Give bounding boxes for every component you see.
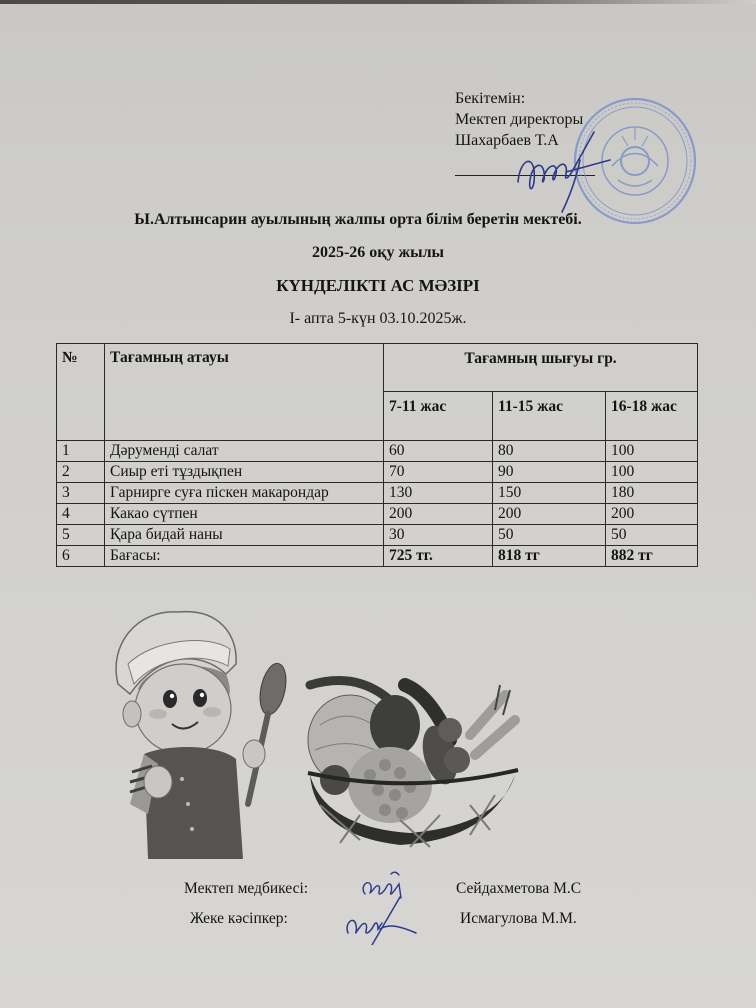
director-position: Мектеп директоры — [455, 111, 584, 128]
yield-11-15: 50 — [493, 525, 606, 546]
yield-16-18: 100 — [606, 441, 698, 462]
dish-name: Дәруменді салат — [105, 441, 384, 462]
entrepreneur-signature — [340, 893, 420, 945]
dish-name: Сиыр еті тұздықпен — [105, 462, 384, 483]
header-number: № — [57, 344, 105, 441]
price-16-18: 882 тг — [606, 546, 698, 567]
row-number: 3 — [57, 483, 105, 504]
academic-year: 2025-26 оқу жылы — [311, 244, 445, 261]
yield-16-18: 200 — [606, 504, 698, 525]
dish-name: Какао сүтпен — [105, 504, 384, 525]
menu-table — [56, 343, 698, 567]
director-signature — [510, 120, 620, 215]
dish-name: Гарнирге суға піскен макарондар — [105, 483, 384, 504]
entrepreneur-name: Исмагулова М.М. — [460, 910, 577, 927]
yield-7-11: 130 — [384, 483, 493, 504]
yield-7-11: 200 — [384, 504, 493, 525]
header-yield: Тағамның шығуы гр. — [384, 344, 698, 392]
approved-label: Бекітемін: — [455, 90, 526, 107]
yield-16-18: 180 — [606, 483, 698, 504]
director-name: Шахарбаев Т.А — [455, 132, 559, 149]
yield-11-15: 200 — [493, 504, 606, 525]
table-row — [57, 462, 698, 483]
header-age-16-18: 16-18 жас — [606, 392, 698, 441]
table-row — [57, 441, 698, 462]
row-number: 5 — [57, 525, 105, 546]
yield-7-11: 30 — [384, 525, 493, 546]
price-row — [57, 546, 698, 567]
table-row — [57, 483, 698, 504]
nurse-label: Мектеп медбикесі: — [184, 880, 309, 897]
yield-16-18: 50 — [606, 525, 698, 546]
header-age-7-11: 7-11 жас — [384, 392, 493, 441]
table-row — [57, 525, 698, 546]
row-number: 2 — [57, 462, 105, 483]
row-number: 4 — [57, 504, 105, 525]
vegetable-basket-illustration — [300, 665, 525, 860]
entrepreneur-label: Жеке кәсіпкер: — [190, 910, 288, 927]
header-age-11-15: 11-15 жас — [493, 392, 606, 441]
yield-7-11: 70 — [384, 462, 493, 483]
yield-11-15: 90 — [493, 462, 606, 483]
price-7-11: 725 тг. — [384, 546, 493, 567]
header-dish-name: Тағамның атауы — [105, 344, 384, 441]
school-name: Ы.Алтынсарин ауылының жалпы орта білім беретін мектебі. — [134, 211, 582, 228]
dish-name: Қара бидай наны — [105, 525, 384, 546]
photo-edge — [0, 0, 756, 4]
yield-7-11: 60 — [384, 441, 493, 462]
price-11-15: 818 тг — [493, 546, 606, 567]
nurse-name: Сейдахметова М.С — [456, 880, 582, 897]
table-header-row — [57, 344, 698, 392]
yield-16-18: 100 — [606, 462, 698, 483]
yield-11-15: 80 — [493, 441, 606, 462]
price-label: Бағасы: — [105, 546, 384, 567]
table-row — [57, 504, 698, 525]
yield-11-15: 150 — [493, 483, 606, 504]
row-number: 6 — [57, 546, 105, 567]
row-number: 1 — [57, 441, 105, 462]
menu-title: КҮНДЕЛІКТІ АС МӘЗІРІ — [276, 276, 480, 295]
chef-boy-illustration — [108, 604, 288, 864]
day-info: І- апта 5-күн 03.10.2025ж. — [289, 310, 467, 327]
